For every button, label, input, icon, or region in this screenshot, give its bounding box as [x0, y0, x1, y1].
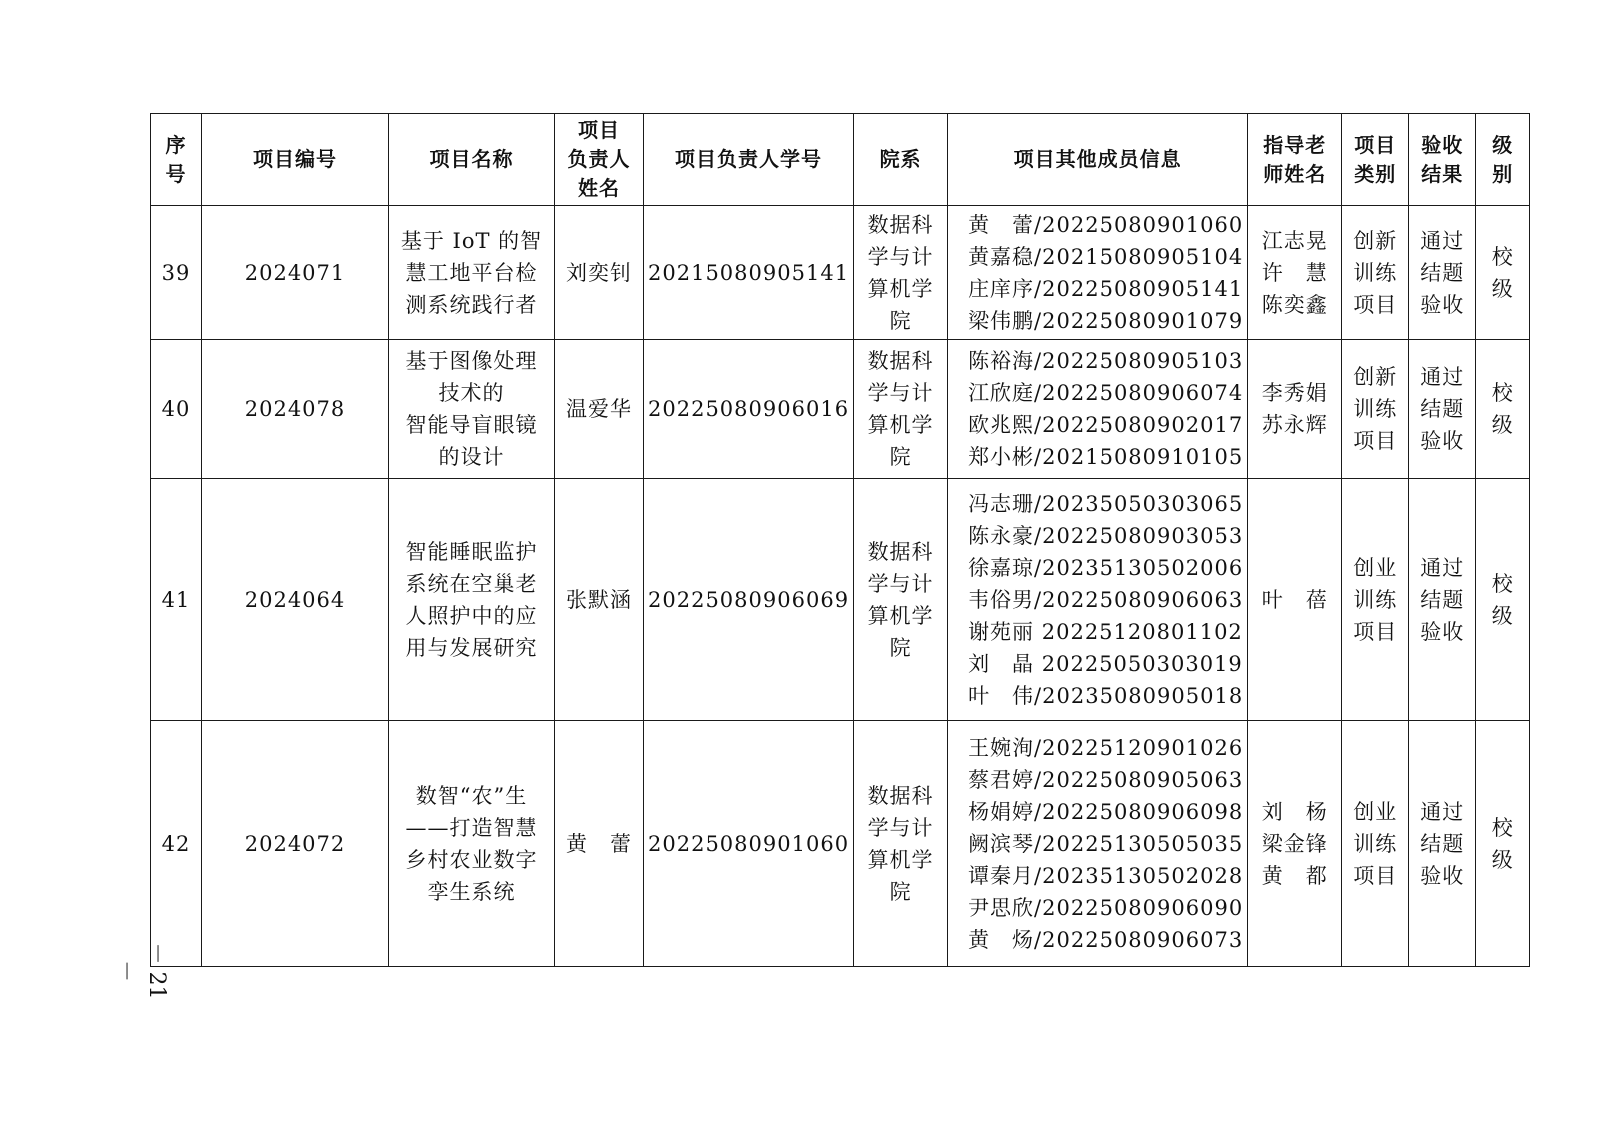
acceptance-result-line: 结题: [1420, 831, 1465, 856]
advisor-names: [1248, 340, 1342, 479]
table-row: [151, 340, 1530, 479]
project-level-line: 级: [1491, 603, 1514, 628]
project-name-line: 的设计: [438, 445, 505, 469]
project-name-line: 基于 IoT 的智: [400, 228, 543, 253]
acceptance-result-line: 验收: [1420, 863, 1465, 888]
acceptance-result-line: 通过: [1420, 365, 1465, 389]
members-info-line: 徐嘉琼/20235130502006: [968, 555, 1244, 580]
header-cell-line: 序: [165, 132, 187, 157]
project-name: [389, 721, 555, 967]
department-line: 学与计: [867, 244, 934, 269]
row-index: 42: [151, 721, 202, 967]
advisor-names-line: 江志晃: [1261, 228, 1328, 253]
department-line: 算机学: [867, 847, 934, 872]
department-line: 数据科: [867, 539, 934, 564]
project-name-line: 智能睡眠监护: [405, 539, 538, 564]
department-line: 数据科: [867, 783, 934, 808]
leader-name: 黄 蕾: [555, 721, 644, 967]
department: [854, 721, 948, 967]
header-cell-line: 级: [1492, 132, 1514, 157]
department-line: 学与计: [867, 381, 934, 405]
acceptance-result: [1409, 721, 1476, 967]
project-code: 2024064: [202, 479, 389, 721]
acceptance-result-line: 结题: [1420, 587, 1465, 612]
project-level-line: 校: [1491, 381, 1514, 405]
project-category-line: 创业: [1353, 555, 1398, 580]
project-category-line: 训练: [1353, 831, 1398, 856]
project-name-line: 技术的: [438, 381, 505, 405]
project-name-line: 数智“农”生: [415, 783, 528, 808]
header-cell: [1248, 114, 1342, 206]
members-info-line: 黄嘉稳/20215080905104: [968, 244, 1244, 269]
department-line: 院: [889, 635, 912, 660]
members-info-line: 叶 伟/20235080905018: [968, 683, 1244, 708]
department-line: 算机学: [867, 276, 934, 301]
department-line: 院: [889, 308, 912, 333]
header-cell-line: 项目: [578, 118, 620, 142]
project-category-line: 项目: [1353, 292, 1398, 317]
project-category-line: 训练: [1353, 260, 1398, 285]
project-code: 2024078: [202, 340, 389, 479]
header-cell-line: 类别: [1354, 161, 1397, 186]
project-category-line: 项目: [1353, 429, 1398, 453]
project-code: 2024072: [202, 721, 389, 967]
project-level: [1476, 479, 1530, 721]
advisor-names-line: 许 慧: [1261, 260, 1328, 285]
project-category: [1342, 340, 1409, 479]
advisor-names-line: 黄 都: [1261, 863, 1328, 888]
leader-name: 温爱华: [555, 340, 644, 479]
header-cell: [1409, 114, 1476, 206]
project-name: [389, 206, 555, 340]
department-line: 学与计: [867, 571, 934, 596]
leader-name: 刘奕钊: [555, 206, 644, 340]
header-cell: [555, 114, 644, 206]
advisor-names-line: 梁金锋: [1261, 831, 1328, 856]
department-line: 算机学: [867, 603, 934, 628]
members-info-line: 冯志珊/20235050303065: [968, 491, 1244, 516]
project-name-line: 基于图像处理: [405, 349, 538, 373]
header-cell-line: 结果: [1421, 161, 1464, 186]
project-code: 2024071: [202, 206, 389, 340]
project-name-line: 智能导盲眼镜: [405, 413, 538, 437]
leader-student-id: 20225080906016: [644, 340, 854, 479]
header-cell-line: 项目编号: [253, 147, 337, 171]
members-info-line: 韦俗男/20225080906063: [968, 587, 1244, 612]
project-category: [1342, 479, 1409, 721]
members-info-line: 谢苑丽 20225120801102: [968, 619, 1243, 644]
leader-student-id: 20225080901060: [644, 721, 854, 967]
project-level: [1476, 721, 1530, 967]
project-level-line: 校: [1491, 815, 1514, 840]
advisor-names-line: 叶 蓓: [1261, 587, 1328, 612]
header-cell-line: 师姓名: [1263, 161, 1327, 186]
acceptance-result-line: 结题: [1420, 397, 1465, 421]
members-info-line: 刘 晶 20225050303019: [968, 651, 1243, 676]
leader-student-id: 20215080905141: [644, 206, 854, 340]
project-level-line: 级: [1491, 276, 1514, 301]
members-info-line: 陈永豪/20225080903053: [968, 523, 1244, 548]
project-name: [389, 479, 555, 721]
project-name-line: 乡村农业数字: [405, 847, 538, 872]
department-line: 算机学: [867, 413, 934, 437]
members-info-line: 陈裕海/20225080905103: [968, 349, 1244, 373]
row-index: 40: [151, 340, 202, 479]
acceptance-result-line: 验收: [1420, 619, 1465, 644]
project-category-line: 创业: [1353, 799, 1398, 824]
header-cell: [202, 114, 389, 206]
header-cell: [854, 114, 948, 206]
members-info-line: 黄 蕾/20225080901060: [968, 212, 1244, 237]
leader-name: 张默涵: [555, 479, 644, 721]
header-cell-line: 别: [1492, 161, 1514, 186]
project-level-line: 校: [1491, 571, 1514, 596]
project-level-line: 校: [1491, 244, 1514, 269]
project-category: [1342, 206, 1409, 340]
advisor-names: [1248, 721, 1342, 967]
header-cell: [389, 114, 555, 206]
header-cell-line: 姓名: [578, 176, 620, 200]
project-level: [1476, 340, 1530, 479]
leader-student-id: 20225080906069: [644, 479, 854, 721]
members-info-line: 王婉洵/20225120901026: [968, 735, 1244, 760]
department-line: 数据科: [867, 349, 934, 373]
department-line: 院: [889, 445, 912, 469]
header-cell: [1476, 114, 1530, 206]
header-cell-line: 项目: [1354, 132, 1397, 157]
acceptance-result-line: 结题: [1420, 260, 1465, 285]
members-info-line: 梁伟鹏/20225080901079: [968, 308, 1244, 333]
members-info-line: 杨娟婷/20225080906098: [968, 799, 1244, 824]
project-level-line: 级: [1491, 413, 1514, 437]
department: [854, 340, 948, 479]
acceptance-result-line: 验收: [1420, 292, 1465, 317]
acceptance-result: [1409, 206, 1476, 340]
members-info-line: 谭秦月/20235130502028: [968, 863, 1244, 888]
acceptance-result-line: 通过: [1420, 799, 1465, 824]
members-info: [948, 206, 1248, 340]
members-info-line: 欧兆熙/20225080902017: [968, 413, 1244, 437]
members-info-line: 庄庠序/20225080905141: [968, 276, 1244, 301]
department-line: 学与计: [867, 815, 934, 840]
header-cell-line: 负责人: [567, 147, 631, 171]
advisor-names-line: 苏永辉: [1261, 413, 1328, 437]
header-cell: [948, 114, 1248, 206]
project-name: [389, 340, 555, 479]
acceptance-result: [1409, 479, 1476, 721]
header-cell: [151, 114, 202, 206]
department-line: 数据科: [867, 212, 934, 237]
project-category-line: 训练: [1353, 397, 1398, 421]
project-category-line: 创新: [1353, 228, 1398, 253]
header-cell-line: 项目负责人学号: [675, 147, 823, 171]
project-name-line: 孪生系统: [427, 879, 516, 904]
table-row: [151, 721, 1530, 967]
page-number: － 21 －: [113, 942, 169, 1000]
members-info: [948, 479, 1248, 721]
header-cell: [1342, 114, 1409, 206]
table-row: [151, 206, 1530, 340]
header-cell-line: 号: [165, 161, 187, 186]
department: [854, 479, 948, 721]
acceptance-result-line: 验收: [1420, 429, 1465, 453]
members-info: [948, 340, 1248, 479]
acceptance-result-line: 通过: [1420, 228, 1465, 253]
department: [854, 206, 948, 340]
project-name-line: ——打造智慧: [405, 815, 538, 840]
department-line: 院: [889, 879, 912, 904]
table-header-row: [151, 114, 1530, 206]
advisor-names-line: 李秀娟: [1261, 381, 1328, 405]
advisor-names-line: 刘 杨: [1261, 799, 1328, 824]
advisor-names: [1248, 479, 1342, 721]
project-category-line: 创新: [1353, 365, 1398, 389]
acceptance-result: [1409, 340, 1476, 479]
project-category-line: 项目: [1353, 863, 1398, 888]
project-level-line: 级: [1491, 847, 1514, 872]
project-name-line: 系统在空巢老: [405, 571, 538, 596]
members-info-line: 郑小彬/20215080910105: [968, 445, 1244, 469]
members-info-line: 黄 炀/20225080906073: [968, 927, 1244, 952]
project-name-line: 测系统践行者: [405, 292, 538, 317]
members-info-line: 蔡君婷/20225080905063: [968, 767, 1244, 792]
header-cell-line: 指导老: [1263, 132, 1327, 157]
project-category: [1342, 721, 1409, 967]
members-info-line: 阙滨琴/20225130505035: [968, 831, 1244, 856]
project-name-line: 人照护中的应: [405, 603, 538, 628]
members-info-line: 尹思欣/20225080906090: [968, 895, 1244, 920]
header-cell-line: 项目其他成员信息: [1013, 147, 1182, 171]
header-cell-line: 验收: [1421, 132, 1464, 157]
project-table: [150, 113, 1530, 967]
row-index: 39: [151, 206, 202, 340]
advisor-names-line: 陈奕鑫: [1261, 292, 1328, 317]
members-info-line: 江欣庭/20225080906074: [968, 381, 1244, 405]
project-category-line: 项目: [1353, 619, 1398, 644]
project-category-line: 训练: [1353, 587, 1398, 612]
table-row: [151, 479, 1530, 721]
advisor-names: [1248, 206, 1342, 340]
acceptance-result-line: 通过: [1420, 555, 1465, 580]
project-name-line: 慧工地平台检: [405, 260, 538, 285]
project-name-line: 用与发展研究: [405, 635, 538, 660]
header-cell-line: 项目名称: [429, 147, 514, 171]
header-cell: [644, 114, 854, 206]
row-index: 41: [151, 479, 202, 721]
header-cell-line: 院系: [879, 147, 922, 171]
project-level: [1476, 206, 1530, 340]
members-info: [948, 721, 1248, 967]
